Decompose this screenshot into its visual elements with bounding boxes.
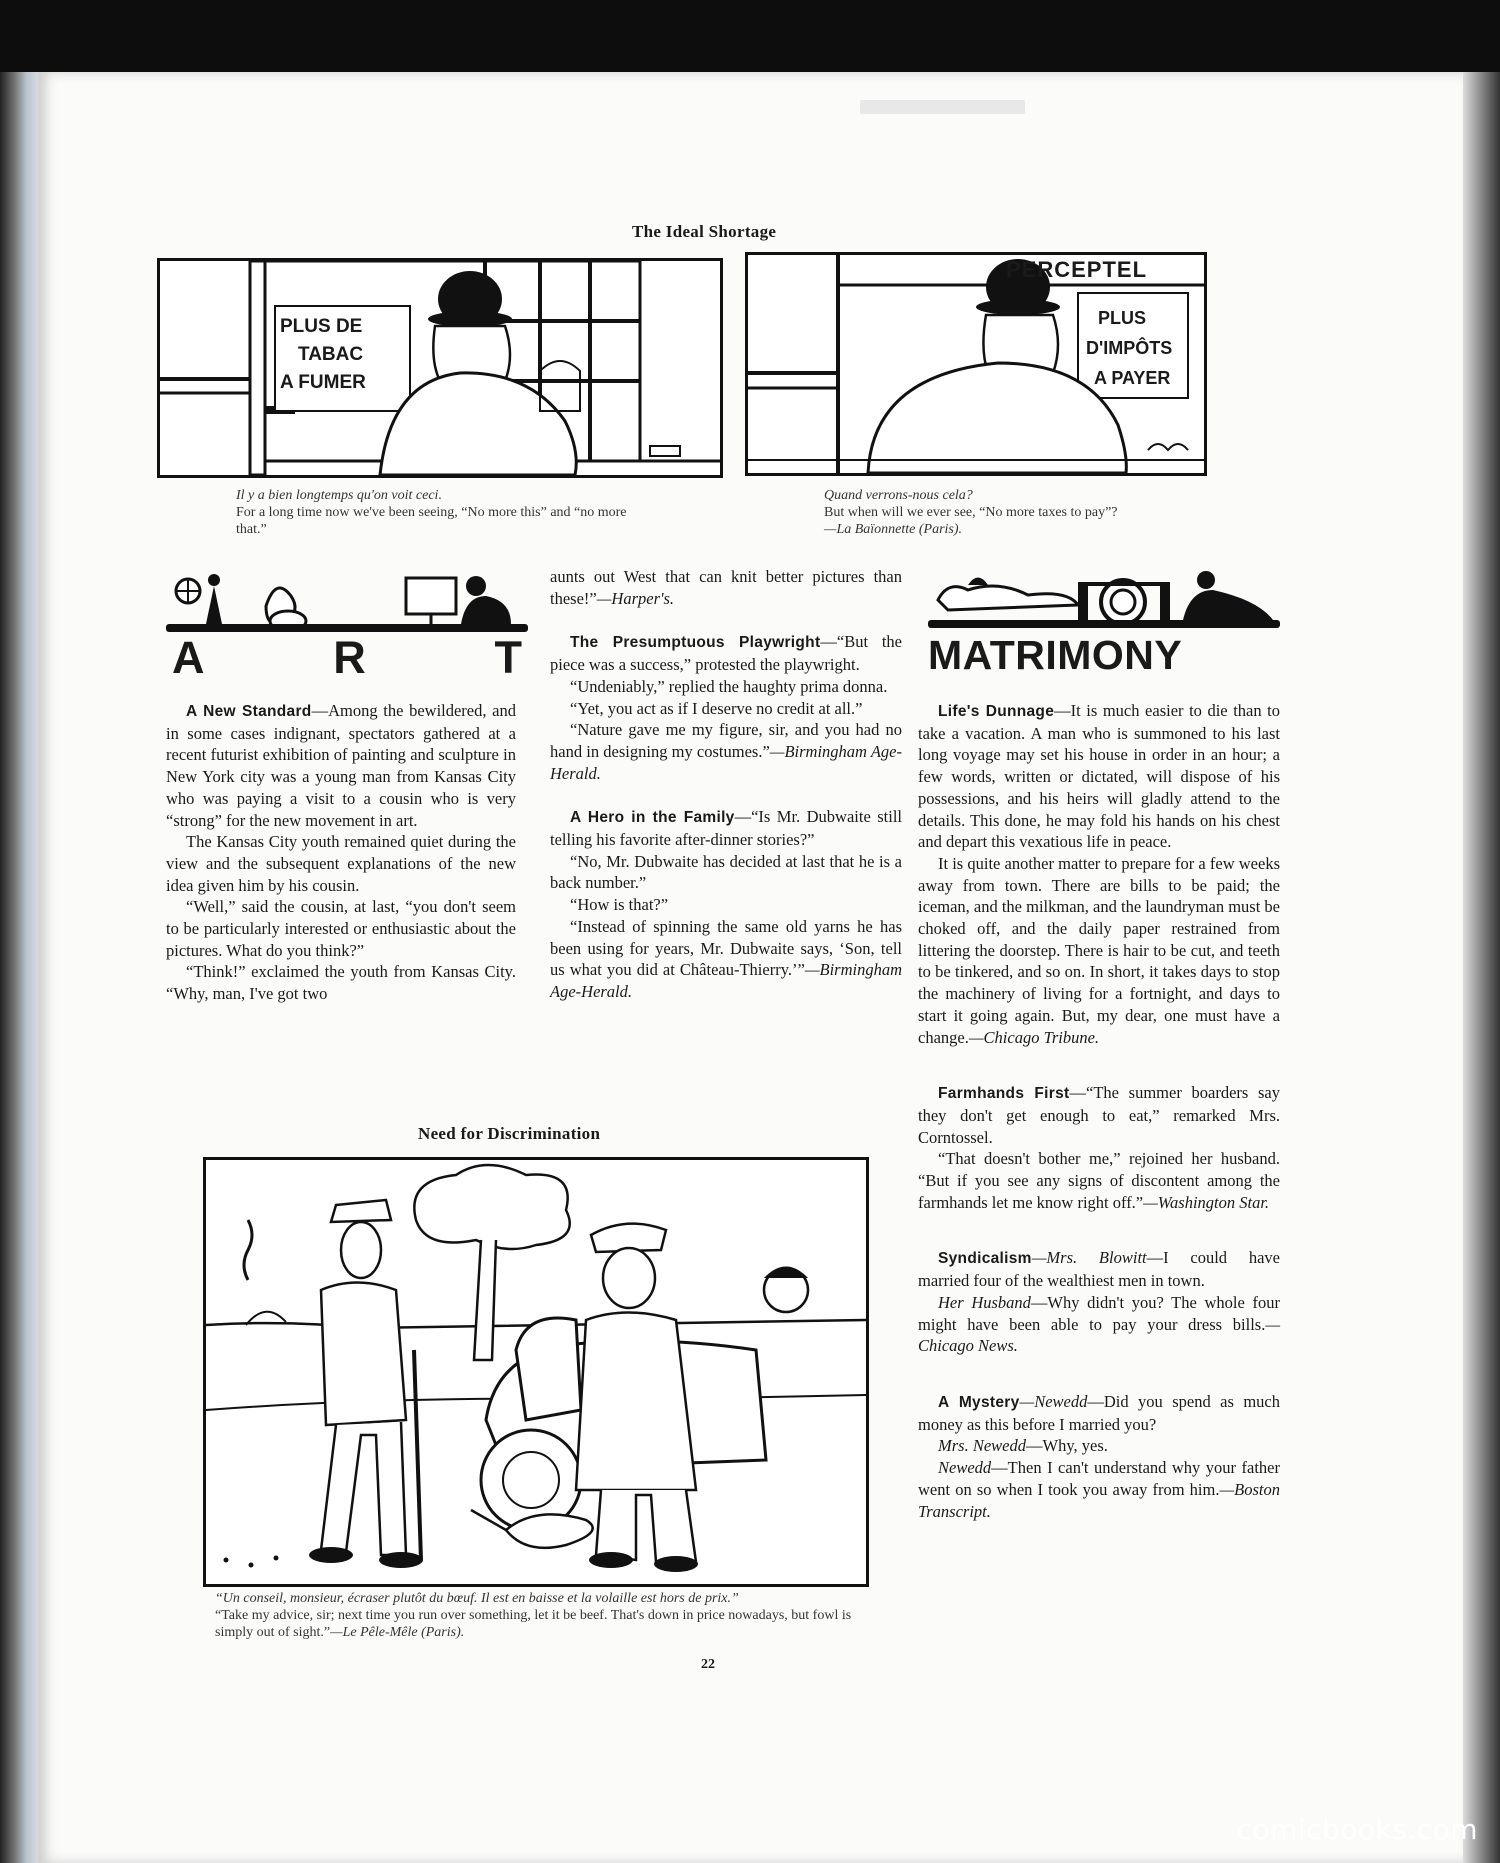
source-credit: —Birmingham Age-Herald.	[550, 741, 902, 783]
art-paragraph: The Kansas City youth remained quiet during the view and the subsequent explanations of the new idea given him by his cousin.	[166, 832, 516, 895]
playwright-paragraph	[550, 719, 902, 784]
art-paragraph: “Well,” said the cousin, at last, “you don't seem to be particularly interested or enthusiastic about the pictures. What do you think?”	[166, 897, 516, 960]
art-heading-ornament	[166, 566, 528, 632]
book-spine	[0, 72, 38, 1863]
section-title-discrimination: Need for Discrimination	[418, 1124, 601, 1143]
matrimony-column-text	[918, 700, 1280, 1522]
art-heading-letter: A	[172, 632, 207, 683]
paragraph-text: —“The summer boarders say they don't get enough to eat,” remarked Mrs. Corntossel.	[918, 1083, 1281, 1147]
art-heading-letter: T	[494, 632, 524, 683]
paragraph-text: aunts out West that can knit better pictures than these!”	[550, 567, 902, 608]
speaker-name: Her Husband	[938, 1292, 1031, 1312]
paragraph-text: “That doesn't bother me,” rejoined her husband. “But if you see any signs of discontent among the farmhands let me know right off.”	[918, 1149, 1280, 1212]
right-sign-line: A PAYER	[1094, 368, 1171, 388]
faded-running-header	[860, 100, 1025, 114]
bottom-cartoon-caption	[215, 1590, 865, 1641]
hero-paragraph: “No, Mr. Dubwaite has decided at last that he is a back number.”	[550, 851, 902, 893]
dunnage-paragraph	[918, 853, 1280, 1048]
cartoon-panel-bottom	[203, 1157, 869, 1587]
middle-column-text	[550, 566, 902, 1003]
paragraph-text: —I could have married four of the wealthiest men in town.	[918, 1248, 1280, 1291]
article-title-new-standard: A New Standard	[186, 703, 312, 720]
right-sign-text	[1086, 303, 1172, 393]
right-sign-line: D'IMPÔTS	[1086, 338, 1173, 358]
article-title-farmhands: Farmhands First	[938, 1085, 1070, 1103]
mystery-paragraph	[918, 1435, 1280, 1457]
mystery-paragraph	[918, 1391, 1280, 1435]
art-column-text	[166, 700, 516, 1005]
source-credit: —Chicago Tribune.	[968, 1027, 1100, 1047]
dunnage-paragraph	[918, 700, 1280, 853]
caption-french: Il y a bien longtemps qu'on voit ceci.	[236, 488, 442, 503]
syndicalism-paragraph	[918, 1292, 1280, 1357]
cartoon-panel-left	[157, 258, 723, 478]
paragraph-text: It is quite another matter to prepare for a few weeks away from town. There are bills to be paid; the iceman, and the milkman, and the laundryman must be choked off, and the daily paper restrained from littering the doorstep. There is hair to be cut, and teeth to be tinkered, and so on. In short, it takes days to stop the machinery of living for a fortnight, and days to start it going again. But, my dear, one must have a change.	[918, 853, 1280, 1047]
caption-french: “Un conseil, monsieur, écraser plutôt du bœuf. Il est en baisse et la volaille est hors de prix.”	[215, 1591, 739, 1606]
speaker-name: —Mrs. Blowitt	[1031, 1248, 1147, 1268]
hero-paragraph: “How is that?”	[570, 895, 669, 915]
paragraph-text: —Then I can't understand why your father went on so when I took you away from him.	[918, 1458, 1280, 1499]
speaker-name: Newedd	[938, 1458, 992, 1478]
article-title-mystery: A Mystery	[938, 1393, 1020, 1411]
caption-source: —La Baïonnette (Paris).	[824, 522, 963, 537]
caption-source: —Le Pêle-Mêle (Paris).	[330, 1625, 465, 1640]
paragraph-text: —Did you spend as much money as this before I married you?	[918, 1391, 1280, 1434]
playwright-paragraph: “Undeniably,” replied the haughty prima donna.	[570, 676, 888, 696]
playwright-paragraph	[550, 631, 902, 675]
hero-paragraph	[550, 806, 902, 850]
source-credit: —Chicago News.	[918, 1314, 1280, 1356]
paragraph-text: —It is much easier to die than to take a vacation. A man who is summoned to his last long voyage may set his house in order in an hour; a few words, written or dictated, will dispose of his possessions, and his heirs will gladly attend to the details. This done, he may fold his hands on his chest and depart this vexatious life in peace.	[918, 701, 1280, 852]
left-panel-caption	[236, 487, 656, 538]
art-heading	[172, 632, 524, 684]
farmhands-paragraph	[918, 1082, 1280, 1148]
article-title-playwright: The Presumptuous Playwright	[570, 634, 821, 652]
source-credit: —Boston Transcript.	[918, 1479, 1280, 1521]
left-sign-line: TABAC	[298, 344, 364, 365]
art-heading-letter: R	[333, 632, 368, 683]
left-sign-line: A FUMER	[280, 372, 366, 393]
art-paragraph: “Think!” exclaimed the youth from Kansas City. “Why, man, I've got two	[166, 962, 516, 1004]
left-sign-text	[280, 313, 366, 397]
caption-english: “Take my advice, sir; next time you run over something, let it be beef. That's down in price nowadays, but fowl is simply out of sight.”	[215, 1608, 852, 1640]
paragraph-text: —“But the piece was a success,” protested the playwright.	[550, 632, 902, 675]
caption-english: But when will we ever see, “No more taxes to pay”?	[824, 505, 1118, 520]
caption-english: For a long time now we've been seeing, “No more this” and “no more that.”	[236, 505, 627, 537]
right-panel-caption	[824, 487, 1254, 538]
paragraph-text: —Why didn't you? The whole four might have been able to pay your dress bills.	[918, 1292, 1280, 1334]
paragraph-text: —Among the bewildered, and in some cases indignant, spectators gathered at a recent futurist exhibition of painting and sculpture in New York city was a young man from Kansas City who was paying a visit to a cousin who is very “strong” for the new movement in art.	[166, 701, 516, 830]
matrimony-heading: MATRIMONY	[928, 632, 1183, 678]
syndicalism-paragraph	[918, 1247, 1280, 1291]
matrimony-heading-ornament	[928, 560, 1280, 630]
mystery-paragraph	[918, 1457, 1280, 1522]
left-sign-line: PLUS DE	[280, 316, 363, 337]
playwright-paragraph: “Yet, you act as if I deserve no credit at all.”	[570, 698, 863, 718]
source-credit: —Washington Star.	[1143, 1192, 1270, 1212]
cartoon-bottom-illustration	[206, 1160, 866, 1584]
article-title-syndicalism: Syndicalism	[938, 1250, 1032, 1268]
page-number: 22	[701, 1657, 715, 1672]
speaker-name: Mrs. Newedd	[938, 1436, 1026, 1456]
article-title-dunnage: Life's Dunnage	[938, 703, 1055, 720]
right-sign-line: PLUS	[1098, 308, 1147, 328]
continuation-paragraph	[550, 566, 902, 609]
art-paragraph	[166, 700, 516, 831]
facing-page-edge	[1463, 72, 1500, 1863]
paragraph-text: —Why, yes.	[1026, 1436, 1108, 1456]
section-title-ideal-shortage: The Ideal Shortage	[632, 222, 777, 241]
speaker-name: —Newedd	[1019, 1391, 1088, 1411]
paragraph-text: “Instead of spinning the same old yarns he has been using for years, Mr. Dubwaite says, ‘Son, tell us what you did at Château-Thierry.’”	[550, 916, 902, 980]
paragraph-text: “Nature gave me my figure, sir, and you had no hand in designing my costumes.”	[550, 720, 902, 761]
site-watermark: comicbooks.com	[1236, 1813, 1478, 1846]
hero-paragraph	[550, 916, 902, 1003]
cartoon-left-illustration	[160, 261, 720, 475]
right-banner-text: PERCEPTEL	[1006, 257, 1148, 282]
source-credit: —Harper's.	[596, 588, 675, 608]
farmhands-paragraph	[918, 1148, 1280, 1213]
source-credit: —Birmingham Age-Herald.	[550, 960, 902, 1001]
article-title-hero: A Hero in the Family	[570, 809, 735, 827]
cartoon-panel-right	[745, 252, 1207, 476]
caption-french: Quand verrons-nous cela?	[824, 488, 973, 503]
paragraph-text: —“Is Mr. Dubwaite still telling his favorite after-dinner stories?”	[550, 807, 902, 850]
